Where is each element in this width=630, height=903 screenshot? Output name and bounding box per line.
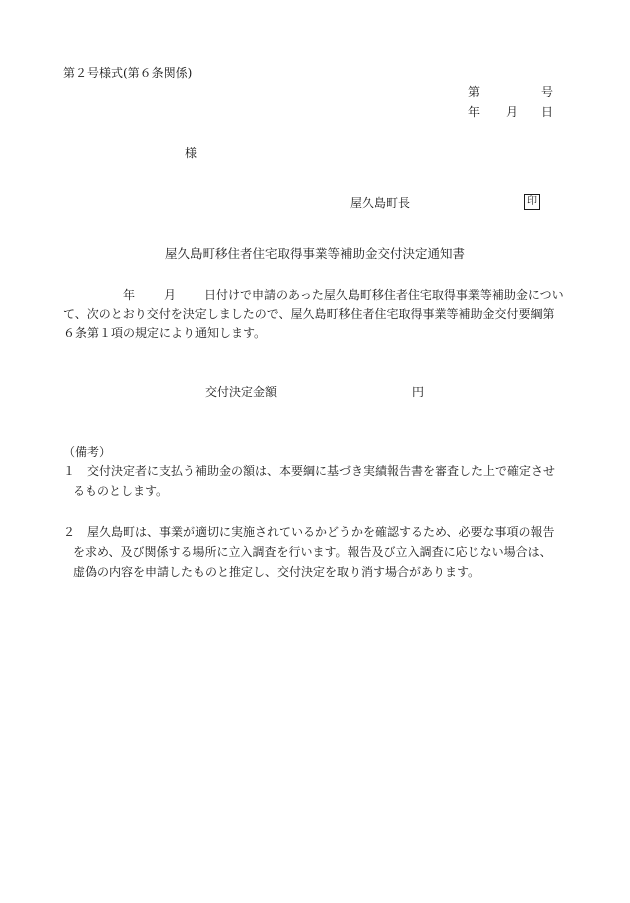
amount-unit: 円 [412,385,425,399]
form-label: 第２号様式(第６条関係) [63,66,193,80]
note-line: 交付決定者に支払う補助金の額は、本要綱に基づき実績報告書を審査した上で確定させ [87,464,556,478]
document-title: 屋久島町移住者住宅取得事業等補助金交付決定通知書 [164,246,465,261]
body-month-label: 月 [164,288,177,302]
issuer-name: 屋久島町長 [350,196,411,210]
note-number: ２ [63,525,76,539]
note-line: を求め、及び関係する場所に立入調査を行います。報告及び立入調査に応じない場合は、 [73,545,552,559]
note-item [63,461,563,501]
notice-body-line: ６条第１項の規定により通知します。 [63,326,267,340]
document-number-label: 第 [468,85,481,99]
notes-heading: （備考） [63,445,112,459]
document-number-suffix: 号 [541,85,554,99]
notice-body-line [63,286,563,305]
note-number: １ [63,464,76,478]
date-day-label: 日 [541,105,554,119]
seal-mark: 印 [524,194,540,210]
note-line: 屋久島町は、事業が適切に実施されているかどうかを確認するため、必要な事項の報告 [87,525,555,539]
amount-label: 交付決定金額 [205,385,278,399]
addressee-honorific: 様 [185,146,198,160]
note-item [63,522,563,582]
note-line: 虚偽の内容を申請したものと推定し、交付決定を取り消す場合があります。 [73,565,481,579]
note-line: るものとします。 [73,484,169,498]
body-line1-text: 日付けで申請のあった屋久島町移住者住宅取得事業等補助金につい [204,288,564,302]
body-year-label: 年 [123,288,136,302]
notice-body [63,286,563,343]
notice-body-line: て、次のとおり交付を決定しましたので、屋久島町移住者住宅取得事業等補助金交付要綱第 [63,307,555,321]
date-month-label: 月 [506,105,519,119]
date-year-label: 年 [468,105,481,119]
